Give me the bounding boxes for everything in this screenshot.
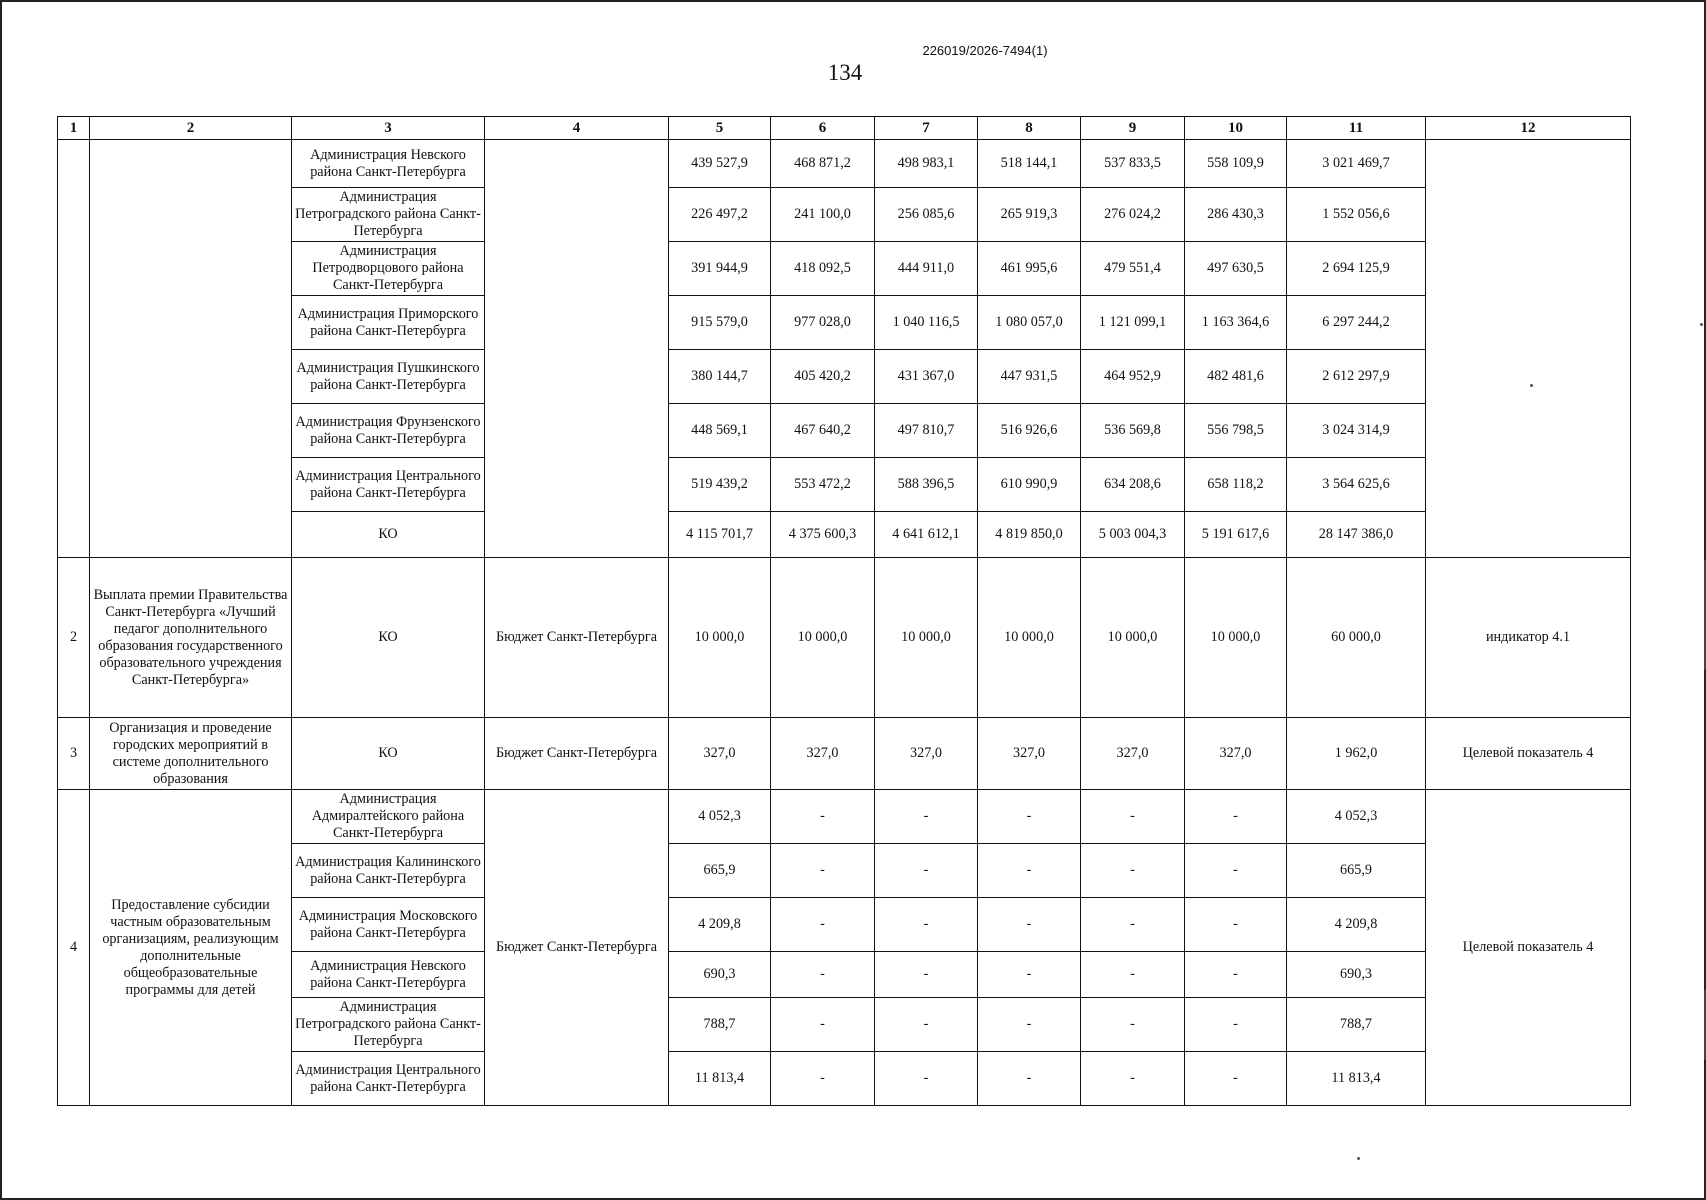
value-cell: 10 000,0	[978, 558, 1081, 718]
value-cell: 665,9	[669, 844, 771, 898]
total-cell: 60 000,0	[1287, 558, 1426, 718]
value-cell: 788,7	[669, 998, 771, 1052]
value-cell: 4 115 701,7	[669, 512, 771, 558]
activity-cell: Предоставление субсидии частным образовательным организациям, реализующим дополнительные общеобразовательные программы для детей	[90, 790, 292, 1106]
table-row	[58, 296, 1631, 350]
value-cell: 519 439,2	[669, 458, 771, 512]
table-row	[58, 188, 1631, 242]
total-cell: 3 021 469,7	[1287, 140, 1426, 188]
row-number-cell	[58, 140, 90, 558]
total-cell: 690,3	[1287, 952, 1426, 998]
value-cell: -	[978, 790, 1081, 844]
value-cell: 658 118,2	[1185, 458, 1287, 512]
value-cell: -	[771, 898, 875, 952]
table-row	[58, 790, 1631, 844]
total-cell: 2 694 125,9	[1287, 242, 1426, 296]
indicator-cell	[1426, 140, 1631, 558]
table-row	[58, 458, 1631, 512]
value-cell: -	[771, 998, 875, 1052]
value-cell: 1 121 099,1	[1081, 296, 1185, 350]
org-cell: Администрация Невского района Санкт-Петербурга	[292, 952, 485, 998]
value-cell: 558 109,9	[1185, 140, 1287, 188]
org-cell: Администрация Приморского района Санкт-Петербурга	[292, 296, 485, 350]
value-cell: 448 569,1	[669, 404, 771, 458]
value-cell: 1 163 364,6	[1185, 296, 1287, 350]
column-number: 11	[1287, 117, 1426, 140]
table-row	[58, 512, 1631, 558]
column-number: 6	[771, 117, 875, 140]
column-number: 2	[90, 117, 292, 140]
value-cell: -	[978, 898, 1081, 952]
total-cell: 3 024 314,9	[1287, 404, 1426, 458]
value-cell: -	[1081, 898, 1185, 952]
value-cell: 518 144,1	[978, 140, 1081, 188]
value-cell: 461 995,6	[978, 242, 1081, 296]
table-row	[58, 1052, 1631, 1106]
value-cell: -	[1081, 1052, 1185, 1106]
value-cell: -	[978, 998, 1081, 1052]
source-cell	[485, 140, 669, 558]
table-row	[58, 242, 1631, 296]
org-cell: Администрация Адмиралтейского района Санкт-Петербурга	[292, 790, 485, 844]
total-cell: 788,7	[1287, 998, 1426, 1052]
value-cell: 4 819 850,0	[978, 512, 1081, 558]
org-cell: КО	[292, 512, 485, 558]
table-row	[58, 998, 1631, 1052]
value-cell: -	[1185, 898, 1287, 952]
org-cell: Администрация Пушкинского района Санкт-Петербурга	[292, 350, 485, 404]
org-cell: Администрация Калининского района Санкт-Петербурга	[292, 844, 485, 898]
row-number-cell: 2	[58, 558, 90, 718]
total-cell: 4 052,3	[1287, 790, 1426, 844]
value-cell: 327,0	[1185, 718, 1287, 790]
table-row	[58, 558, 1631, 718]
activity-cell: Организация и проведение городских мероприятий в системе дополнительного образования	[90, 718, 292, 790]
org-cell: КО	[292, 718, 485, 790]
scan-speck	[1700, 323, 1703, 326]
org-cell: Администрация Фрунзенского района Санкт-Петербурга	[292, 404, 485, 458]
value-cell: -	[978, 1052, 1081, 1106]
value-cell: 391 944,9	[669, 242, 771, 296]
value-cell: -	[771, 1052, 875, 1106]
document-id: 226019/2026-7494(1)	[922, 43, 1048, 58]
value-cell: 256 085,6	[875, 188, 978, 242]
value-cell: 327,0	[771, 718, 875, 790]
value-cell: 327,0	[1081, 718, 1185, 790]
value-cell: 10 000,0	[1081, 558, 1185, 718]
total-cell: 1 962,0	[1287, 718, 1426, 790]
total-cell: 2 612 297,9	[1287, 350, 1426, 404]
column-number: 1	[58, 117, 90, 140]
value-cell: -	[875, 998, 978, 1052]
value-cell: 468 871,2	[771, 140, 875, 188]
total-cell: 3 564 625,6	[1287, 458, 1426, 512]
total-cell: 6 297 244,2	[1287, 296, 1426, 350]
column-number: 7	[875, 117, 978, 140]
column-number: 10	[1185, 117, 1287, 140]
column-number: 12	[1426, 117, 1631, 140]
table-row	[58, 898, 1631, 952]
value-cell: 4 375 600,3	[771, 512, 875, 558]
org-cell: Администрация Петроградского района Санкт-Петербурга	[292, 998, 485, 1052]
value-cell: 327,0	[669, 718, 771, 790]
value-cell: 588 396,5	[875, 458, 978, 512]
column-number: 3	[292, 117, 485, 140]
table-row	[58, 844, 1631, 898]
total-cell: 28 147 386,0	[1287, 512, 1426, 558]
table-row	[58, 718, 1631, 790]
value-cell: -	[771, 790, 875, 844]
value-cell: -	[1081, 844, 1185, 898]
value-cell: 10 000,0	[1185, 558, 1287, 718]
total-cell: 11 813,4	[1287, 1052, 1426, 1106]
value-cell: 276 024,2	[1081, 188, 1185, 242]
value-cell: 4 641 612,1	[875, 512, 978, 558]
org-cell: КО	[292, 558, 485, 718]
source-cell: Бюджет Санкт-Петербурга	[485, 790, 669, 1106]
org-cell: Администрация Невского района Санкт-Петербурга	[292, 140, 485, 188]
value-cell: 10 000,0	[669, 558, 771, 718]
value-cell: -	[1185, 790, 1287, 844]
value-cell: -	[1185, 844, 1287, 898]
column-number: 5	[669, 117, 771, 140]
total-cell: 4 209,8	[1287, 898, 1426, 952]
value-cell: -	[875, 1052, 978, 1106]
org-cell: Администрация Московского района Санкт-Петербурга	[292, 898, 485, 952]
total-cell: 1 552 056,6	[1287, 188, 1426, 242]
value-cell: 556 798,5	[1185, 404, 1287, 458]
org-cell: Администрация Центрального района Санкт-Петербурга	[292, 458, 485, 512]
value-cell: 405 420,2	[771, 350, 875, 404]
value-cell: 464 952,9	[1081, 350, 1185, 404]
value-cell: -	[771, 952, 875, 998]
value-cell: 265 919,3	[978, 188, 1081, 242]
activity-cell	[90, 140, 292, 558]
source-cell: Бюджет Санкт-Петербурга	[485, 718, 669, 790]
source-cell: Бюджет Санкт-Петербурга	[485, 558, 669, 718]
row-number-cell: 4	[58, 790, 90, 1106]
value-cell: 286 430,3	[1185, 188, 1287, 242]
value-cell: -	[875, 844, 978, 898]
column-number: 4	[485, 117, 669, 140]
value-cell: -	[875, 790, 978, 844]
table-row	[58, 404, 1631, 458]
indicator-cell: Целевой показатель 4	[1426, 790, 1631, 1106]
value-cell: 467 640,2	[771, 404, 875, 458]
org-cell: Администрация Центрального района Санкт-Петербурга	[292, 1052, 485, 1106]
value-cell: 479 551,4	[1081, 242, 1185, 296]
column-number: 8	[978, 117, 1081, 140]
value-cell: 553 472,2	[771, 458, 875, 512]
value-cell: 4 209,8	[669, 898, 771, 952]
value-cell: 482 481,6	[1185, 350, 1287, 404]
value-cell: 447 931,5	[978, 350, 1081, 404]
value-cell: 5 191 617,6	[1185, 512, 1287, 558]
value-cell: 380 144,7	[669, 350, 771, 404]
value-cell: 610 990,9	[978, 458, 1081, 512]
value-cell: 536 569,8	[1081, 404, 1185, 458]
value-cell: 690,3	[669, 952, 771, 998]
value-cell: 327,0	[978, 718, 1081, 790]
value-cell: 634 208,6	[1081, 458, 1185, 512]
org-cell: Администрация Петродворцового района Санкт-Петербурга	[292, 242, 485, 296]
value-cell: 915 579,0	[669, 296, 771, 350]
table-row	[58, 140, 1631, 188]
value-cell: 241 100,0	[771, 188, 875, 242]
value-cell: -	[875, 898, 978, 952]
table-row	[58, 350, 1631, 404]
value-cell: 226 497,2	[669, 188, 771, 242]
value-cell: -	[1081, 998, 1185, 1052]
value-cell: 10 000,0	[771, 558, 875, 718]
org-cell: Администрация Петроградского района Санкт-Петербурга	[292, 188, 485, 242]
value-cell: 977 028,0	[771, 296, 875, 350]
activity-cell: Выплата премии Правительства Санкт-Петербурга «Лучший педагог дополнительного образования государственного образовательного учреждения Санкт-Петербурга»	[90, 558, 292, 718]
value-cell: 1 080 057,0	[978, 296, 1081, 350]
total-cell: 665,9	[1287, 844, 1426, 898]
value-cell: 497 630,5	[1185, 242, 1287, 296]
value-cell: 537 833,5	[1081, 140, 1185, 188]
value-cell: 439 527,9	[669, 140, 771, 188]
value-cell: 497 810,7	[875, 404, 978, 458]
value-cell: 418 092,5	[771, 242, 875, 296]
value-cell: 1 040 116,5	[875, 296, 978, 350]
value-cell: -	[1185, 998, 1287, 1052]
table-row	[58, 952, 1631, 998]
page-number: 134	[827, 60, 863, 85]
column-number-row	[58, 117, 1631, 140]
value-cell: -	[1185, 952, 1287, 998]
value-cell: -	[1185, 1052, 1287, 1106]
value-cell: 431 367,0	[875, 350, 978, 404]
value-cell: -	[978, 952, 1081, 998]
scan-speck	[1357, 1157, 1360, 1160]
value-cell: -	[875, 952, 978, 998]
value-cell: -	[771, 844, 875, 898]
value-cell: 327,0	[875, 718, 978, 790]
value-cell: 444 911,0	[875, 242, 978, 296]
value-cell: 516 926,6	[978, 404, 1081, 458]
indicator-cell: Целевой показатель 4	[1426, 718, 1631, 790]
indicator-cell: индикатор 4.1	[1426, 558, 1631, 718]
value-cell: -	[1081, 790, 1185, 844]
value-cell: 4 052,3	[669, 790, 771, 844]
value-cell: -	[1081, 952, 1185, 998]
value-cell: 10 000,0	[875, 558, 978, 718]
value-cell: 5 003 004,3	[1081, 512, 1185, 558]
column-number: 9	[1081, 117, 1185, 140]
value-cell: -	[978, 844, 1081, 898]
row-number-cell: 3	[58, 718, 90, 790]
value-cell: 11 813,4	[669, 1052, 771, 1106]
value-cell: 498 983,1	[875, 140, 978, 188]
budget-table	[57, 116, 1631, 1106]
